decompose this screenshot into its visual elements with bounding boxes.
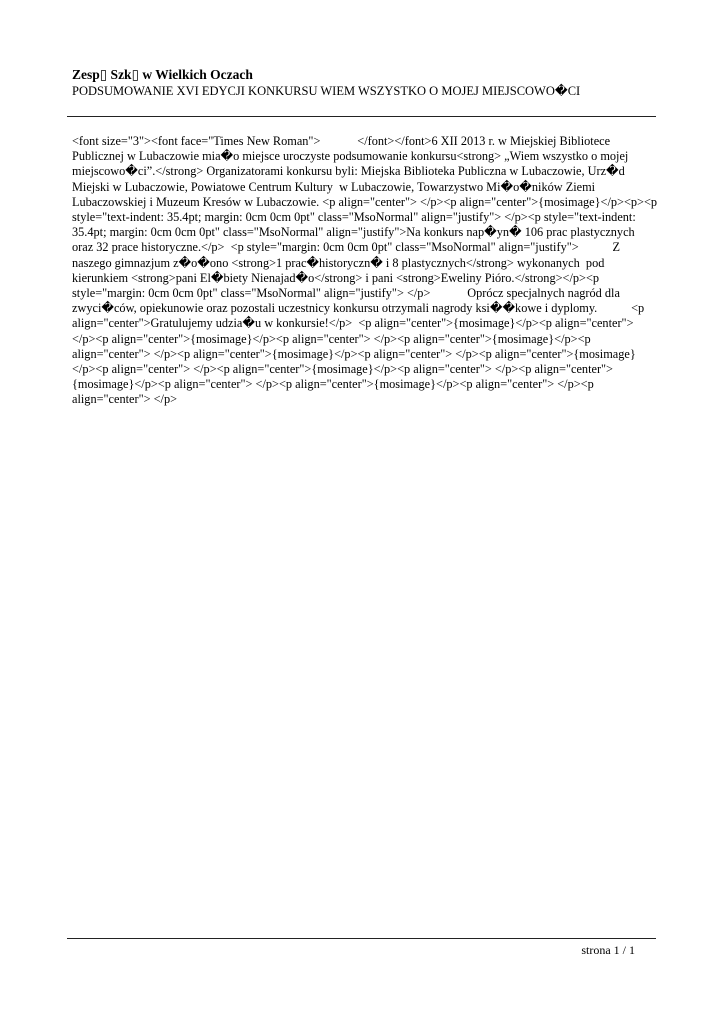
article-title: PODSUMOWANIE XVI EDYCJI KONKURSU WIEM WSZYSTKO O MOJEJ MIEJSCOWO�CI [72,84,581,98]
page-number: strona 1 / 1 [581,943,635,957]
header-divider [67,116,656,117]
article-body: <font size="3"><font face="Times New Roman"> </font></font>6 XII 2013 r. w Miejskiej Bibliotece Publicznej w Lubaczowie mia�o miejsce uroczyste podsumowanie konkursu<strong> „Wiem wszystko o mojej miejscowo�ci”.</strong> Organizatorami konkursu byli: Miejska Biblioteka Publiczna w Lubaczowie, Urz�d Miejski w Lubaczowie, Powiatowe Centrum Kultury w Lubaczowie, Towarzystwo Mi�o�ników Ziemi Lubaczowskiej i Muzeum Kresów w Lubaczowie. <p align="center"> </p><p align="center">{mosimage}</p><p><p style="text-indent: 35.4pt; margin: 0cm 0cm 0pt" class="MsoNormal" align="justify"> </p><p style="text-indent: 35.4pt; margin: 0cm 0cm 0pt" class="MsoNormal" align="justify">Na konkurs nap�yn� 106 prac plastycznych oraz 32 prace historyczne.</p> <p style="margin: 0cm 0cm 0pt" class="MsoNormal" align="justify"> Z naszego gimnazjum z�o�ono <strong>1 prac�historyczn� i 8 plastycznych</strong> wykonanych pod kierunkiem <strong>pani El�biety Nienajad�o</strong> i pani <strong>Eweliny Pióro.</strong></p><p style="margin: 0cm 0cm 0pt" class="MsoNormal" align="justify"> </p> Oprócz specjalnych nagród dla zwyci�ców, opiekunowie oraz pozostali uczestnicy konkursu otrzymali nagrody ksi��kowe i dyplomy. <p align="center">Gratulujemy udzia�u w konkursie!</p> <p align="center">{mosimage}</p><p align="center"> </p><p align="center">{mosimage}</p><p align="center"> </p><p align="center">{mosimage}</p><p align="center"> </p><p align="center">{mosimage}</p><p align="center"> </p><p align="center">{mosimage}</p><p align="center"> </p><p align="center">{mosimage}</p><p align="center"> </p><p align="center">{mosimage}</p><p align="center"> </p><p align="center">{mosimage}</p><p align="center"> </p><p align="center"> </p> [72,134,661,407]
site-title: Zesp▯ Szk▯ w Wielkich Oczach [72,67,253,82]
footer-divider [67,938,656,939]
